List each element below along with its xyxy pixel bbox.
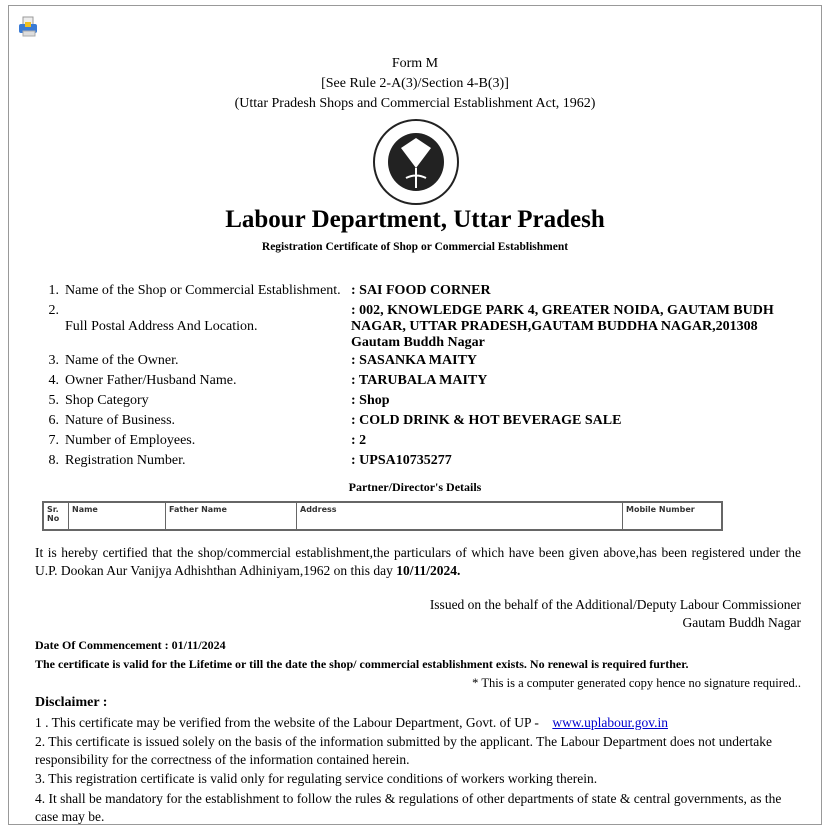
field-label: Name of the Shop or Commercial Establishment. bbox=[65, 283, 341, 298]
field-number: 1. bbox=[48, 283, 59, 298]
field-row bbox=[39, 451, 809, 471]
field-number: 7. bbox=[48, 433, 59, 448]
page-title: Labour Department, Uttar Pradesh bbox=[225, 206, 605, 233]
field-value: : Shop bbox=[351, 393, 390, 408]
field-number: 2. bbox=[48, 303, 59, 318]
issuer-district: Gautam Buddh Nagar bbox=[682, 615, 801, 630]
page-subtitle: Registration Certificate of Shop or Commercial Establishment bbox=[261, 241, 569, 253]
registration-date: 10/11/2024. bbox=[396, 563, 461, 578]
disclaimer-item-4: 4. It shall be mandatory for the establishment to follow the rules & regulations of other departments of state & central governments, as the case may be. bbox=[35, 791, 782, 824]
uplabour-link[interactable]: www.uplabour.gov.in bbox=[552, 715, 668, 730]
form-act: (Uttar Pradesh Shops and Commercial Establishment Act, 1962) bbox=[234, 96, 596, 111]
field-value: : SAI FOOD CORNER bbox=[351, 283, 491, 298]
form-header bbox=[9, 54, 821, 114]
field-value: : TARUBALA MAITY bbox=[351, 373, 488, 388]
partner-details-title: Partner/Director's Details bbox=[348, 480, 482, 494]
partner-details-table bbox=[42, 501, 723, 531]
certificate-page bbox=[8, 5, 822, 825]
field-number: 3. bbox=[48, 353, 59, 368]
field-label: Shop Category bbox=[65, 393, 149, 408]
certification-text bbox=[35, 544, 801, 580]
disclaimer-item-3: 3. This registration certificate is valid only for regulating service conditions of workers working therein. bbox=[35, 771, 598, 786]
column-header: Sr. No bbox=[43, 502, 69, 530]
printer-icon[interactable] bbox=[17, 16, 39, 38]
registration-fields bbox=[39, 281, 809, 471]
field-value: : UPSA10735277 bbox=[351, 453, 452, 468]
issuer-line: Issued on the behalf of the Additional/Deputy Labour Commissioner bbox=[429, 597, 801, 612]
field-label: Full Postal Address And Location. bbox=[65, 319, 258, 334]
disclaimer-item-2: 2. This certificate is issued solely on the basis of the information submitted by the applicant. The Labour Department does not undertake responsibility for the correctness of the information contained herein. bbox=[35, 734, 772, 767]
field-row bbox=[39, 391, 809, 411]
field-number: 4. bbox=[48, 373, 59, 388]
field-number: 5. bbox=[48, 393, 59, 408]
table-header-row bbox=[43, 502, 722, 530]
field-value: : 002, KNOWLEDGE PARK 4, GREATER NOIDA, GAUTAM BUDH NAGAR, UTTAR PRADESH,GAUTAM BUDDHA NAGAR,201308 Gautam Buddh Nagar bbox=[351, 303, 774, 350]
validity-note: The certificate is valid for the Lifetime or till the date the shop/ commercial establishment exists. No renewal is required further. bbox=[35, 657, 689, 671]
field-number: 6. bbox=[48, 413, 59, 428]
field-row bbox=[39, 431, 809, 451]
disclaimer-text: 1 . This certificate may be verified from the website of the Labour Department, Govt. of UP - bbox=[35, 715, 539, 730]
field-value: : COLD DRINK & HOT BEVERAGE SALE bbox=[351, 413, 622, 428]
issuer bbox=[35, 596, 801, 632]
field-row bbox=[39, 351, 809, 371]
form-name: Form M bbox=[391, 56, 439, 71]
computer-generated-note: * This is a computer generated copy hence no signature required.. bbox=[472, 676, 801, 690]
commencement-date: Date Of Commencement : 01/11/2024 bbox=[35, 638, 226, 652]
field-row bbox=[39, 411, 809, 431]
field-number: 8. bbox=[48, 453, 59, 468]
column-header: Name bbox=[69, 502, 166, 530]
field-row bbox=[39, 281, 809, 301]
field-label: Nature of Business. bbox=[65, 413, 176, 428]
disclaimer-item-1 bbox=[35, 714, 801, 732]
field-value: : SASANKA MAITY bbox=[351, 353, 478, 368]
field-label: Number of Employees. bbox=[65, 433, 196, 448]
column-header: Father Name bbox=[166, 502, 297, 530]
field-label: Name of the Owner. bbox=[65, 353, 179, 368]
form-rule: [See Rule 2-A(3)/Section 4-B(3)] bbox=[321, 76, 509, 91]
field-label: Owner Father/Husband Name. bbox=[65, 373, 237, 388]
field-row bbox=[39, 371, 809, 391]
disclaimer-title: Disclaimer : bbox=[35, 695, 108, 710]
field-row bbox=[39, 301, 809, 351]
certification-body: It is hereby certified that the shop/commercial establishment,the particulars of which have been given above,has been registered under the U.P. Dookan Aur Vanijya Adhishthan Adhiniyam,1962 on this day bbox=[35, 545, 801, 578]
column-header: Address bbox=[297, 502, 623, 530]
field-value: : 2 bbox=[351, 433, 367, 448]
field-label: Registration Number. bbox=[65, 453, 186, 468]
up-government-seal-icon bbox=[371, 118, 461, 206]
column-header: Mobile Number bbox=[623, 502, 723, 530]
